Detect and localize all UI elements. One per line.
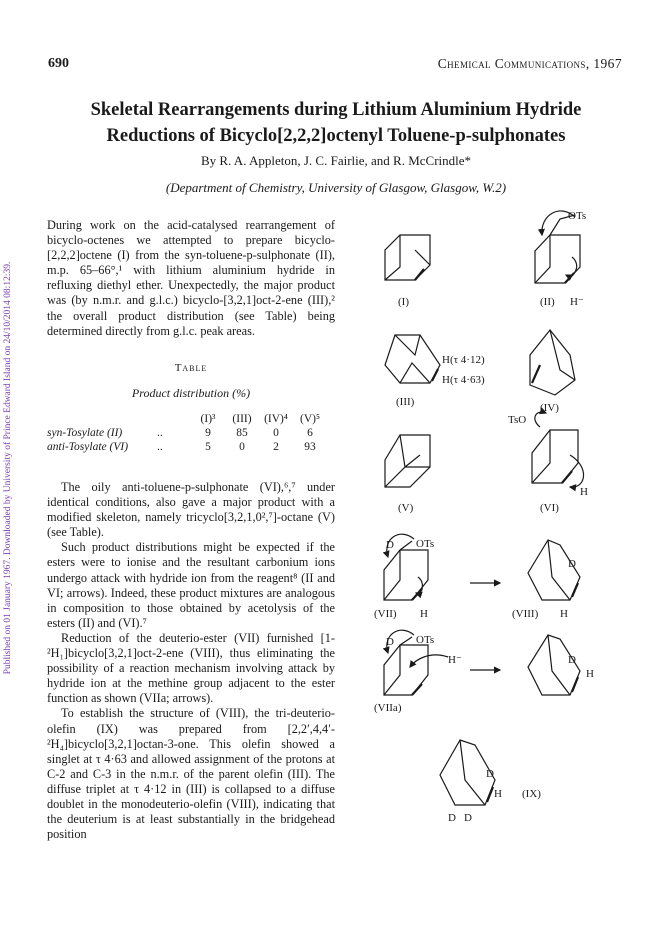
structure-VII: [374, 534, 434, 620]
structure-VI: [508, 412, 588, 514]
table-header-row: [47, 412, 327, 426]
label-VI-H: H: [580, 486, 588, 498]
table-cell: 9: [205, 427, 211, 439]
label-I: (I): [398, 296, 409, 308]
structure-V: [385, 435, 430, 514]
label-product-H: H: [586, 668, 594, 680]
table-cell: 0: [239, 441, 245, 453]
label-OTs: OTs: [568, 210, 587, 222]
table-cell: 85: [236, 427, 248, 439]
label-IX-D2: D: [448, 812, 456, 824]
label-VII-OTs: OTs: [416, 538, 435, 550]
table-cell: 5: [205, 441, 211, 453]
structure-VIII: [512, 540, 580, 620]
structure-VIIa: [374, 630, 462, 714]
table-row: [47, 426, 327, 440]
label-III-h1: H(τ 4·12): [442, 354, 485, 366]
structure-I: [385, 235, 430, 308]
label-IV: (IV): [540, 402, 559, 414]
table-header-cell: [47, 412, 157, 426]
table-cell: anti-Tosylate (VI): [47, 441, 129, 453]
label-II-hydride: H⁻: [570, 296, 584, 308]
label-IX: (IX): [522, 788, 541, 800]
label-VIII-D: D: [568, 558, 576, 570]
table-cell: ..: [157, 441, 163, 453]
table-row: [47, 440, 327, 454]
page-number: 690: [48, 56, 69, 71]
label-II: (II): [540, 296, 555, 308]
body-paragraph-5: To establish the structure of (VIII), the tri-deuterio-olefin (IX) was prepared from [2,2′,4,4′-²H₄]bicyclo[3,2,1]octan-3-one. This olefin showed a singlet at τ 4·63 and allowed assignment of the protons at C-2 and C-3 in the n.m.r. of the parent olefin (III). The diffuse triplet at τ 4·12 in (III) is collapsed to a diffuse doublet in the monodeuterio-olefin (VIII), indicating that the deuterium is at least substantially in the bridgehead position: [47, 706, 335, 842]
structure-III: [385, 335, 485, 408]
label-VIII-H: H: [560, 608, 568, 620]
label-VII-H: H: [420, 608, 428, 620]
table-cell: 2: [273, 441, 279, 453]
affiliation: (Department of Chemistry, University of Glasgow, Glasgow, W.2): [165, 180, 507, 195]
label-VIIa-hydride: H⁻: [448, 654, 462, 666]
label-IX-D3: D: [464, 812, 472, 824]
article-title: [40, 97, 632, 149]
label-VI: (VI): [540, 502, 559, 514]
table-cell: 93: [304, 441, 316, 453]
label-IX-D1: D: [486, 768, 494, 780]
label-III: (III): [396, 396, 415, 408]
label-product-D: D: [568, 654, 576, 666]
body-paragraph-2: The oily anti-toluene-p-sulphonate (VI),⁶,⁷ under identical conditions, also gave a major product with a modified skeleton, namely tricyclo[3,2,1,0²,⁷]-octane (V) (see Table).: [47, 480, 335, 540]
structures-figure: [360, 205, 660, 885]
table-header-cell: [157, 412, 191, 426]
structure-IV: [530, 330, 575, 414]
authors: By R. A. Appleton, J. C. Fairlie, and R. McCrindle*: [200, 153, 472, 168]
paragraph-intro: [47, 218, 335, 339]
table-cell: ..: [157, 427, 163, 439]
body-text-continued: [47, 480, 335, 842]
table-header-cell: (V)⁵: [300, 413, 320, 425]
body-paragraph-1: During work on the acid-catalysed rearrangement of bicyclo-octenes we attempted to prepare bicyclo-[2,2,2]octene (I) from the syn-toluene-p-sulphonate (II), m.p. 65–66°,¹ with lithium aluminium hydride in refluxing diethyl ether. Unexpectedly, the major product was (by n.m.r. and g.l.c.) bicyclo-[3,2,1]oct-2-ene (III),² the overall product distribution (see Table) being determined directly from g.l.c. peak areas.: [47, 218, 335, 338]
label-VII-D: D: [386, 539, 394, 551]
structure-IX: [440, 740, 541, 824]
structure-II: [535, 210, 586, 308]
table-cell: syn-Tosylate (II): [47, 427, 123, 439]
body-paragraph-3: Such product distributions might be expected if the esters were to ionise and the resultant carbonium ions undergo attack with hydride ion from the reagent⁸ (II and VI; arrows). Indeed, these product mixtures are analogous in composition to those obtained by acetolysis of the esters (II) and (VI).⁷: [47, 540, 335, 630]
body-paragraph-4: Reduction of the deuterio-ester (VII) furnished [1-²H₁]bicyclo[3,2,1]oct-2-ene (VIII), thus eliminating the possibility of a reaction mechanism involving attack by hydride ion at the methine group adjacent to the ester function as shown (VIIa; arrows).: [47, 630, 335, 706]
label-VIIa-OTs: OTs: [416, 634, 435, 646]
title-line-1: Skeletal Rearrangements during Lithium Aluminium Hydride: [90, 100, 582, 120]
product-table: [47, 412, 327, 454]
label-VII: (VII): [374, 608, 397, 620]
label-VIIa: (VIIa): [374, 702, 402, 714]
title-line-2: Reductions of Bicyclo[2,2,2]octenyl Toluene-p-sulphonates: [106, 126, 566, 146]
running-header: Chemical Communications, 1967: [437, 56, 622, 71]
table-cell: 0: [273, 427, 279, 439]
label-VIII: (VIII): [512, 608, 539, 620]
table-heading: Table: [174, 362, 208, 374]
structure-VIIa-product: [528, 635, 594, 695]
label-VIIa-D: D: [386, 636, 394, 648]
table-caption: Product distribution (%): [131, 386, 251, 400]
label-TsO: TsO: [508, 414, 527, 426]
table-header-cell: (I)³: [200, 413, 216, 425]
table-header-cell: (IV)⁴: [264, 413, 288, 425]
label-IX-H: H: [494, 788, 502, 800]
table-header-cell: (III): [232, 413, 252, 425]
label-III-h2: H(τ 4·63): [442, 374, 485, 386]
label-V: (V): [398, 502, 414, 514]
table-cell: 6: [307, 427, 313, 439]
